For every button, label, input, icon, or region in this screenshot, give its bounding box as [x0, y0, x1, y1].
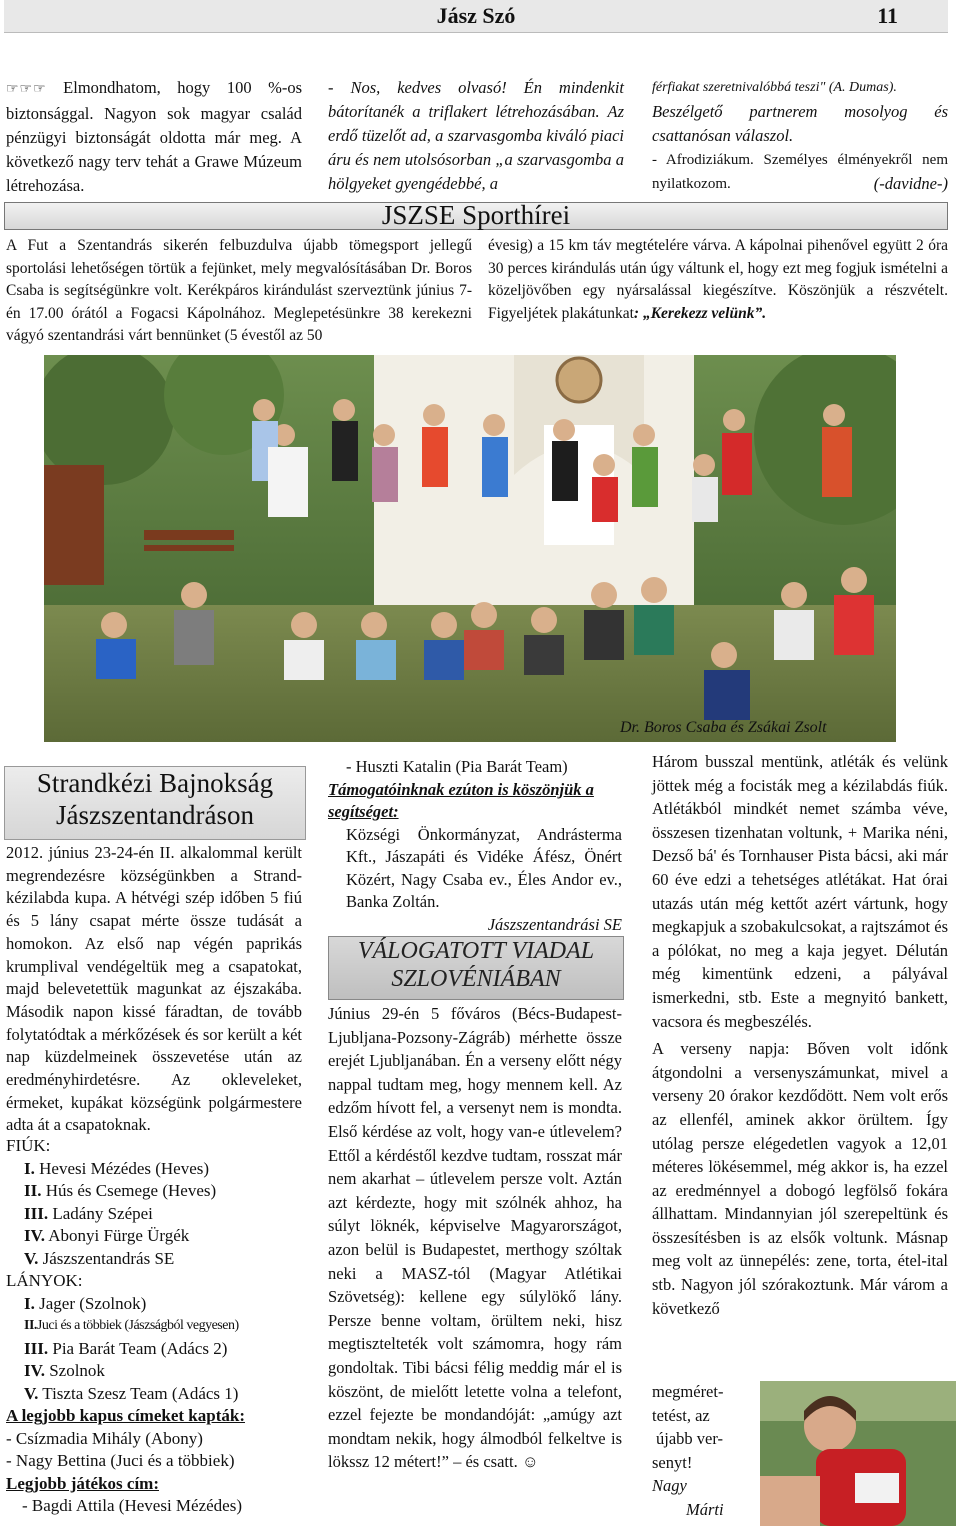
valogatott-title-line-2: SZLOVÉNIÁBAN: [391, 966, 561, 992]
section-banner: [4, 200, 948, 230]
tail-line: senyt!: [652, 1452, 693, 1472]
top-column-2-text: - Nos, kedves olvasó! Én mindenkit bátorítanék a triflakert létrehozásában. Az erdő tüzelőt ad, a szarvasgomba kiváló piaci áru és nem utolsósorban „a szarvasgomba a hölgyeket gyengédebbé, a: [328, 78, 624, 193]
girls-row: V. Tiszta Szesz Team (Adács 1): [24, 1383, 239, 1403]
girls-label: LÁNYOK:: [6, 1271, 83, 1290]
boys-row: I. Hevesi Mézédes (Heves): [24, 1158, 210, 1178]
section-title: JSZSE Sporthírei: [381, 200, 571, 230]
boys-row: V. Jászszentandrás SE: [24, 1248, 175, 1268]
boys-row: II. Hús és Csemege (Heves): [24, 1181, 217, 1200]
right-column: [652, 750, 948, 1320]
thanks-heading: Támogatóinknak ezúton is köszönjük a segítséget:: [328, 779, 594, 821]
club-signature: Jászszentandrási SE: [487, 914, 622, 934]
sponsor-list: Községi Önkormányzat, Andrásterma Kft., Jászapáti és Vidéke Áfész, Önért Közért, Nagy Csaba ev., Éles Andor ev., Banka Zoltán.: [346, 824, 622, 911]
tail-line: megméret-: [652, 1382, 724, 1401]
group-photo: [44, 355, 896, 742]
photo-caption: Dr. Boros Csaba és Zsákai Zsolt: [620, 719, 827, 736]
hand-pointer-icon: ☞☞☞: [6, 82, 47, 97]
boys-row: IV. Abonyi Fürge Ürgék: [24, 1226, 190, 1245]
boys-label: FIÚK:: [6, 1136, 51, 1155]
author-last-name: Márti: [686, 1499, 724, 1519]
top-column-1-text: Elmondhatom, hogy 100 %-os biztonsággal. Nagyon sok magyar család pénzügyi biztonságát oldotta már meg. A következő nagy terv tehát a Grawe Múzeum létrehozása.: [6, 78, 302, 195]
strandkezi-title-line-2: Jászszentandráson: [56, 800, 254, 830]
best-keeper-heading: A legjobb kapus címeket kapták:: [6, 1406, 245, 1425]
girls-row: IV. Szolnok: [24, 1361, 105, 1380]
right-tail: [652, 1380, 758, 1521]
interview-paragraph: Beszélgető partnerem mosolyog és csattanósan válaszol.: [652, 102, 948, 145]
girls-row: II.Juci és a többiek (Jászságból vegyesen): [24, 1318, 239, 1333]
keeper-item: - Nagy Bettina (Juci és a többiek): [6, 1451, 235, 1470]
poster-slogan: : „Kerekezz velünk”.: [633, 304, 767, 322]
page-header: [4, 0, 948, 33]
athlete-photo: [760, 1381, 956, 1526]
dumas-quote-end: férfiakat szeretnivalóbbá teszi" (A. Dumas).: [652, 80, 897, 95]
keeper-item: - Csízmadia Mihály (Abony): [6, 1428, 203, 1448]
author-first-name: Nagy: [652, 1476, 687, 1495]
girls-row: I. Jager (Szolnok): [24, 1293, 147, 1313]
keeper-item-3: - Huszti Katalin (Pia Barát Team): [346, 757, 568, 776]
tail-line: tetést, az: [652, 1405, 710, 1425]
right-paragraph-1: Három busszal mentünk, atléták és velünk jöttek még a focisták meg a kézilabdás fiúk. Atlétákból mindkét nemet számba véve, összesen tizenhatan voltunk, + Marika néni, Dezső bá' és Tornhauser Pista bácsi, aki már 60 éve edzi a tehetséges atlétákat. Hat órai utazás után még kettőt azért vártunk, hogy megkapjuk a szobakulcsokat, a rajtszámot és a pólókat, no meg a kaja jegyet. Délután még kimentünk edzeni, a pályával ismerkedni, stb. Este a megnyitó bankett, vacsora és megbeszélés.: [652, 752, 948, 1031]
strandkezi-title-line-1: Strandkézi Bajnokság: [36, 768, 274, 798]
sport-left-paragraph: A Fut a Szentandrás sikerén felbuzdulva újabb tömegsport jellegű sportolási lehetőségen törtük a fejünket, mely megvalósításában Dr. Boros Csaba is segítségünkre volt. Kerékpáros kirándulást szerveztünk június 7-én 17.00 órától a Fogacsi Kápolnához. Meglepetésünkre 38 kerekezni vágyó szentandrási várt bennünket (5 évestől az 50: [6, 237, 472, 344]
top-column-3: [652, 76, 948, 196]
best-player-heading: Legjobb játékos cím:: [6, 1473, 159, 1493]
player-item: - Bagdi Attila (Hevesi Mézédes): [22, 1496, 242, 1515]
mid-column-top: [328, 756, 622, 936]
newspaper-title: Jász Szó: [436, 3, 516, 28]
strandkezi-paragraph: 2012. június 23-24-én II. alkalommal került megrendezésre községünkben a Strand-kézilabda kupa. A hétvégi szép időben 5 fiú és 5 lány csapat mérte össze tudását a homokon. Az első nap végén paprikás krumplival vendégeltük meg a csapatokat, majd belevetettük magunkat az éjszakába. Második napon kissé fáradtan, de tovább folytatódtak a mérkőzések és sor került a két nap küzdelmeinek összevetése után az eredményhirdetésre. Az okleveleket, érmeket, kupákat községünk polgármestere adta át a csapatoknak.: [6, 843, 302, 1135]
sport-right-text: évesig) a 15 km táv megtételére várva. A kápolnai pihenővel együtt 2 óra 30 perces kirándulás után úgy váltunk el, hogy ezt meg fogjuk ismételni a közeljövőben egy nyársalással kiegészítve. Köszönjük a részvételt.: [488, 237, 948, 299]
interview-answer: - Afrodiziákum. Személyes élményekről nem nyilatkozom.: [652, 152, 948, 192]
tail-line: újabb ver-: [656, 1429, 724, 1448]
valogatott-title-box: [328, 936, 624, 1000]
author-signature: (-davidne-): [873, 174, 948, 193]
results-list: [6, 1135, 306, 1518]
boys-row: III. Ladány Szépei: [24, 1203, 153, 1223]
poster-callout: Figyeljétek plakátunkat: [488, 304, 634, 322]
valogatott-article: Június 29-én 5 főváros (Bécs-Budapest-Ljubljana-Pozsony-Zágráb) mérhette össze erejét Ljubljanában. Én a verseny előtt négy nappal tudtam meg, hogy mennem kell. Az edzőm hívott fel, a versenyt nem is mondta. Első kérdése az volt, hogy van-e útlevelem? Ettől a kérdéstől kezdve tudtam, rosszat már nem akarhat – útlevelem persze volt. Aztán azt kérdezte, hogy mit szólnék ahhoz, ha súlyt löknék, képviselve Magyarországot, azon belül is Budapestet, merthogy szóltak neki a MASZ-tól (Magyar Atlétikai Szövetség): kellene egy súlylökő lány. Persze benne voltam, örültem neki, hisz megtisztelteték volt számomra, hogy rám gondoltak. Tibi bácsi félig meddig már el is köszönt, de mielőtt letette volna a telefont, ezzel fejezte be mondandóját: „amúgy azt mondtam nekik, hogy álmodból felkeltve is lökssz 12 métert!” – és csatt. ☺: [328, 1004, 622, 1472]
page-number: 11: [877, 3, 898, 28]
right-paragraph-2: A verseny napja: Bőven volt időnk átgondolni a versenyszámunkat, mivel a verseny 20 órakor kezdődött. Nem volt erős az ellenfél, aminek akkor örültem. Így utólag persze elégedetlen vagyok a 12,01 méteres lökésemmel, még akkor is, ha ezzel az eredménnyel a dobogó legfölső fokára állhattam. Mindannyian jól szerepeltünk és összesítésben is az elsők voltunk. Másnap meg volt az ünnepélés: zene, torta, étel-ital stb. Nagyon jól szórakoztunk. Már várom a következő: [652, 1039, 948, 1318]
sport-right-paragraph: [488, 235, 948, 325]
valogatott-title-line-1: VÁLOGATOTT VIADAL: [357, 938, 595, 964]
strandkezi-body: [6, 842, 302, 1137]
girls-row: III. Pia Barát Team (Adács 2): [24, 1338, 228, 1358]
strandkezi-title-box: [4, 766, 306, 840]
top-column-1: [6, 76, 302, 198]
top-column-2: [328, 76, 624, 196]
